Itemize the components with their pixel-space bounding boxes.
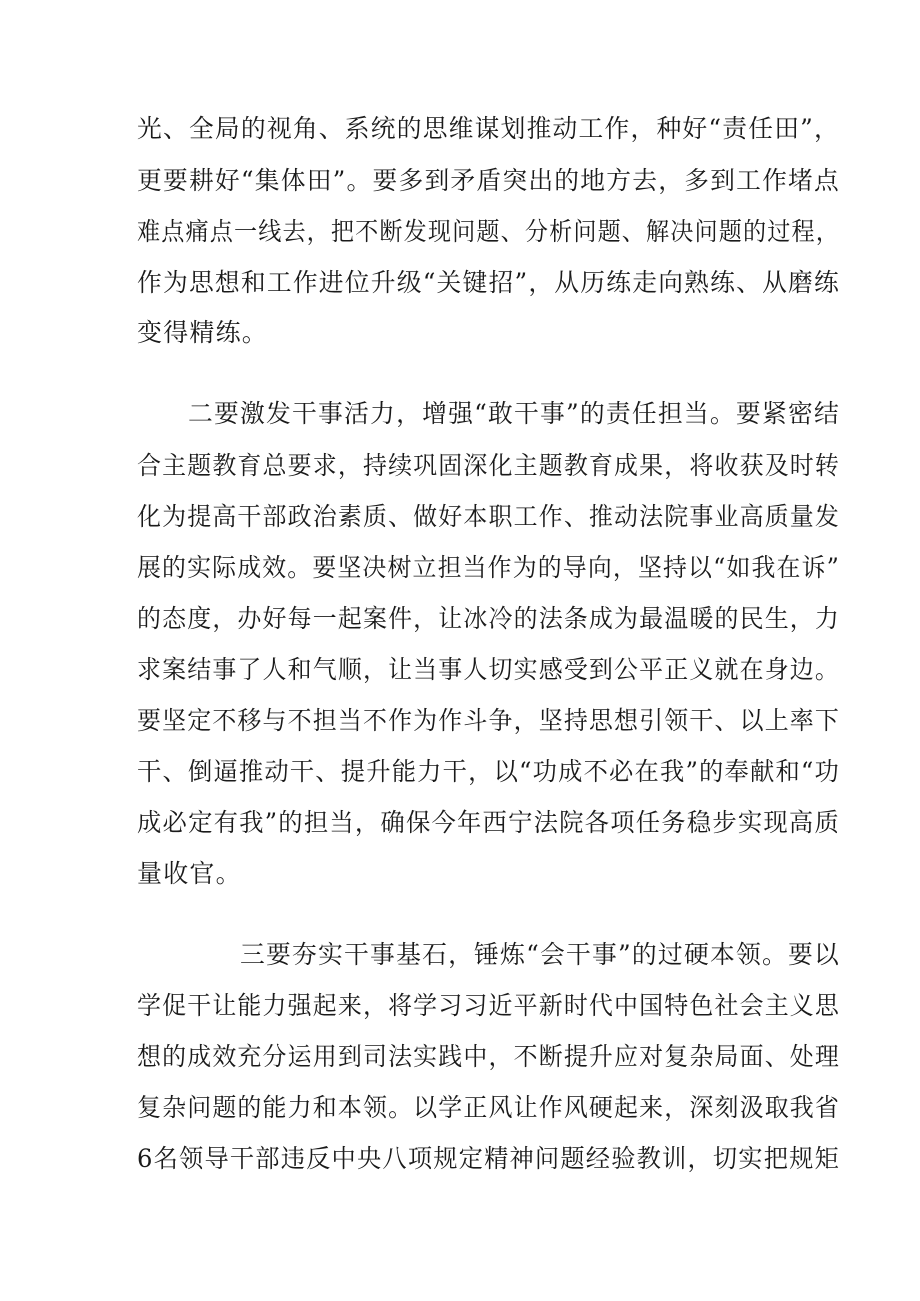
paragraph-line: 的态度，办好每一起案件，让冰冷的法条成为最温暖的民生，力 bbox=[137, 604, 841, 633]
paragraph-line: 要坚定不移与不担当不作为作斗争，坚持思想引领干、以上率下 bbox=[137, 706, 841, 735]
paragraph-line: 二要激发干事活力，增强“敢干事”的责任担当。要紧密结 bbox=[188, 399, 840, 428]
paragraph-line: 求案结事了人和气顺，让当事人切实感受到公平正义就在身边。 bbox=[137, 655, 841, 684]
paragraph-line: 想的成效充分运用到司法实践中，不断提升应对复杂局面、处理 bbox=[137, 1042, 841, 1071]
paragraph-line: 合主题教育总要求，持续巩固深化主题教育成果，将收获及时转 bbox=[137, 451, 841, 480]
paragraph-line: 展的实际成效。要坚决树立担当作为的导向，坚持以“如我在诉” bbox=[137, 553, 841, 582]
paragraph-line: 作为思想和工作进位升级“关键招”，从历练走向熟练、从磨练 bbox=[137, 268, 841, 297]
paragraph-line: 变得精练。 bbox=[137, 318, 269, 347]
paragraph-line: 更要耕好“集体田”。要多到矛盾突出的地方去，多到工作堵点 bbox=[137, 166, 841, 195]
paragraph-line: 干、倒逼推动干、提升能力干，以“功成不必在我”的奉献和“功 bbox=[137, 757, 840, 786]
paragraph-line: 成必定有我”的担当，确保今年西宁法院各项任务稳步实现高质 bbox=[137, 808, 840, 837]
paragraph-line: 光、全局的视角、系统的思维谋划推动工作，种好“责任田”， bbox=[137, 114, 841, 143]
paragraph-line: 三要夯实干事基石，锤炼“会干事”的过硬本领。要以 bbox=[240, 940, 841, 969]
paragraph-line: 化为提高干部政治素质、做好本职工作、推动法院事业高质量发 bbox=[137, 502, 841, 531]
paragraph-line: 6名领导干部违反中央八项规定精神问题经验教训，切实把规矩 bbox=[137, 1144, 840, 1173]
paragraph-line: 复杂问题的能力和本领。以学正风让作风硬起来，深刻汲取我省 bbox=[137, 1093, 841, 1122]
paragraph-line: 难点痛点一线去，把不断发现问题、分析问题、解决问题的过程， bbox=[137, 217, 840, 246]
paragraph-line: 量收官。 bbox=[137, 859, 242, 888]
paragraph-line: 学促干让能力强起来，将学习习近平新时代中国特色社会主义思 bbox=[137, 991, 841, 1020]
